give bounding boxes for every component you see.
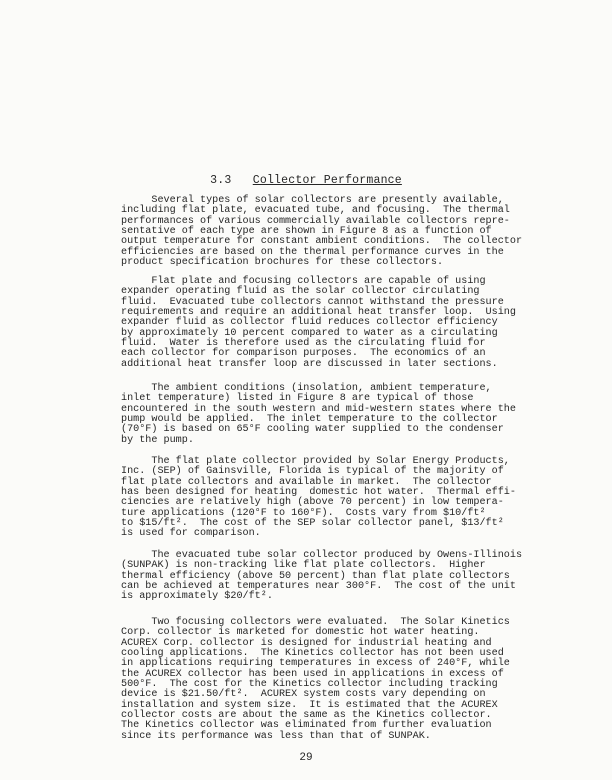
- text-line: collector costs are about the same as the Kinetics collector.: [121, 710, 492, 722]
- text-line: fluid. Water is therefore used as the circulating fluid for: [121, 338, 486, 350]
- text-line: The flat plate collector provided by Solar Energy Products,: [121, 456, 510, 467]
- text-line: flat plate collectors and available in market. The collector: [121, 476, 492, 488]
- section-heading: [0, 174, 612, 187]
- text-line: 500°F. The cost for the Kinetics collector including tracking: [121, 679, 498, 691]
- text-line: can be achieved at temperatures near 300°F. The cost of the unit: [121, 581, 516, 593]
- text-line: encountered in the south western and mid-western states where the: [121, 403, 516, 415]
- text-line: fluid. Evacuated tube collectors cannot withstand the pressure: [121, 296, 504, 308]
- text-line: pump would be applied. The inlet temperature to the collector: [121, 414, 498, 426]
- paragraph: [121, 550, 523, 603]
- section-number: 3.3: [210, 174, 232, 187]
- text-line: performances of various commercially available collectors repre-: [121, 215, 510, 227]
- text-line: Corp. collector is marketed for domestic hot water heating.: [121, 627, 480, 639]
- text-line: Inc. (SEP) of Gainsville, Florida is typical of the majority of: [121, 466, 504, 478]
- text-line: Two focusing collectors were evaluated. The Solar Kinetics: [121, 617, 510, 628]
- text-line: in applications requiring temperatures in excess of 240°F, while: [121, 658, 510, 670]
- text-line: Flat plate and focusing collectors are capable of using: [121, 276, 486, 287]
- text-line: cooling applications. The Kinetics collector has not been used: [121, 648, 504, 660]
- text-line: (SUNPAK) is non-tracking like flat plate collectors. Higher: [121, 560, 486, 572]
- text-line: product specification brochures for these collectors.: [121, 257, 444, 269]
- paragraph: [121, 457, 516, 540]
- text-line: including flat plate, evacuated tube, and focusing. The thermal: [121, 205, 510, 217]
- text-line: is used for comparison.: [121, 528, 261, 540]
- text-line: requirements and require an additional heat transfer loop. Using: [121, 307, 516, 319]
- text-line: ture applications (120°F to 160°F). Costs vary from $10/ft²: [121, 507, 486, 519]
- text-line: Several types of solar collectors are presently available,: [121, 195, 504, 206]
- text-line: thermal efficiency (above 50 percent) than flat plate collectors: [121, 570, 510, 582]
- text-line: inlet temperature) listed in Figure 8 are typical of those: [121, 393, 474, 405]
- text-line: (70°F) is based on 65°F cooling water supplied to the condenser: [121, 424, 504, 436]
- text-line: by the pump.: [121, 434, 194, 446]
- text-line: The evacuated tube solar collector produced by Owens-Illinois: [121, 550, 523, 561]
- text-line: installation and system size. It is estimated that the ACUREX: [121, 699, 498, 711]
- text-line: by approximately 10 percent compared to water as a circulating: [121, 327, 498, 339]
- text-line: The ambient conditions (insolation, ambient temperature,: [121, 383, 492, 394]
- text-line: sentative of each type are shown in Figure 8 as a function of: [121, 226, 492, 238]
- text-line: ciencies are relatively high (above 70 percent) in low tempera-: [121, 497, 504, 509]
- text-line: output temperature for constant ambient conditions. The collector: [121, 236, 523, 248]
- text-line: to $15/ft². The cost of the SEP solar collector panel, $13/ft²: [121, 518, 504, 530]
- section-title: Collector Performance: [252, 174, 402, 187]
- page-number: 29: [299, 752, 313, 764]
- paragraph: [121, 277, 516, 370]
- text-line: device is $21.50/ft². ACUREX system costs vary depending on: [121, 689, 486, 701]
- text-line: since its performance was less than that of SUNPAK.: [121, 730, 431, 742]
- paragraph: [121, 384, 516, 446]
- paragraph: [121, 618, 516, 742]
- text-line: additional heat transfer loop are discussed in later sections.: [121, 358, 498, 370]
- text-line: is approximately $20/ft².: [121, 591, 273, 603]
- text-line: efficiencies are based on the thermal performance curves in the: [121, 246, 504, 258]
- text-line: expander fluid as collector fluid reduces collector efficiency: [121, 317, 498, 329]
- text-line: expander operating fluid as the solar collector circulating: [121, 286, 480, 298]
- paragraph: [121, 195, 523, 269]
- text-line: has been designed for heating domestic hot water. Thermal effi-: [121, 487, 516, 499]
- text-line: The Kinetics collector was eliminated from further evaluation: [121, 720, 492, 732]
- text-line: the ACUREX collector has been used in applications in excess of: [121, 668, 504, 680]
- text-line: ACUREX Corp. collector is designed for industrial heating and: [121, 637, 492, 649]
- text-line: each collector for comparison purposes. The economics of an: [121, 348, 486, 360]
